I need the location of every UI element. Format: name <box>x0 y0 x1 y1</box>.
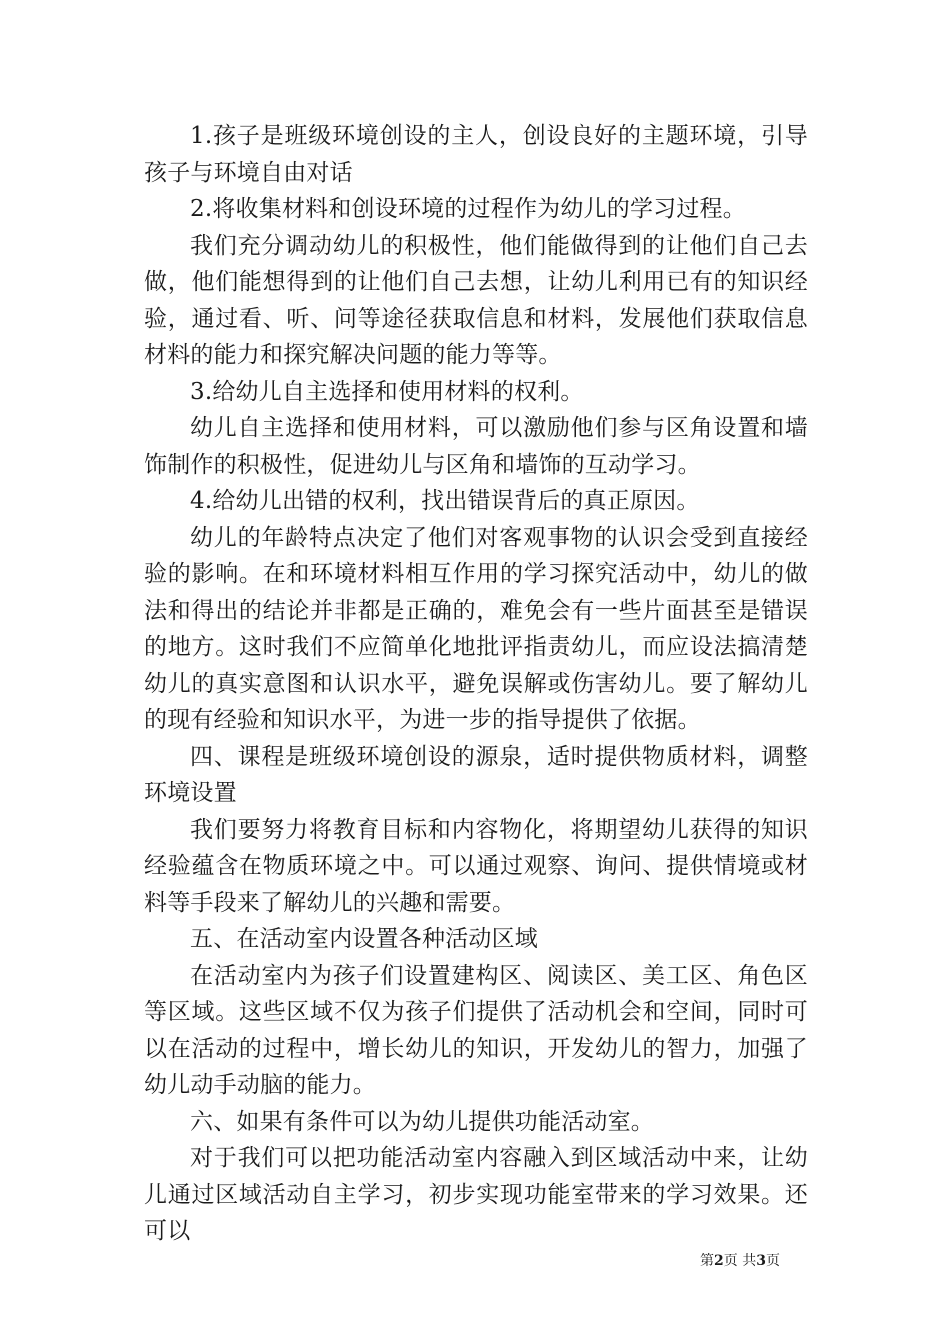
paragraph-11: 在活动室内为孩子们设置建构区、阅读区、美工区、角色区等区域。这些区域不仅为孩子们提供了活动机会和空间，同时可以在活动的过程中，增长幼儿的知识，开发幼儿的智力，加强了幼儿动手动脑的能力。 <box>144 962 808 1098</box>
paragraph-9: 我们要努力将教育目标和内容物化，将期望幼儿获得的知识经验蕴含在物质环境之中。可以通过观察、询问、提供情境或材料等手段来了解幼儿的兴趣和需要。 <box>144 816 808 916</box>
footer-current-page: 2 <box>714 1253 724 1269</box>
paragraph-10: 五、在活动室内设置各种活动区域 <box>190 926 538 952</box>
page-footer <box>700 1250 780 1270</box>
paragraph-5: 幼儿自主选择和使用材料，可以激励他们参与区角设置和墙饰制作的积极性，促进幼儿与区角和墙饰的互动学习。 <box>144 415 808 478</box>
document-body <box>144 118 808 1250</box>
paragraph-8: 四、课程是班级环境创设的源泉，适时提供物质材料，调整环境设置 <box>144 743 808 806</box>
footer-middle: 页 共 <box>723 1253 757 1269</box>
paragraph-3: 我们充分调动幼儿的积极性，他们能做得到的让他们自己去做，他们能想得到的让他们自己去想，让幼儿利用已有的知识经验，通过看、听、问等途径获取信息和材料，发展他们获取信息材料的能力和探究解决问题的能力等等。 <box>144 232 808 368</box>
paragraph-2: 2.将收集材料和创设环境的过程作为幼儿的学习过程。 <box>190 196 746 222</box>
footer-total-pages: 3 <box>756 1253 766 1269</box>
footer-prefix: 第 <box>700 1253 714 1269</box>
paragraph-6: 4.给幼儿出错的权利，找出错误背后的真正原因。 <box>190 488 700 514</box>
paragraph-7: 幼儿的年龄特点决定了他们对客观事物的认识会受到直接经验的影响。在和环境材料相互作用的学习探究活动中，幼儿的做法和得出的结论并非都是正确的，难免会有一些片面甚至是错误的地方。这时我们不应简单化地批评指责幼儿，而应设法搞清楚幼儿的真实意图和认识水平，避免误解或伤害幼儿。要了解幼儿的现有经验和知识水平，为进一步的指导提供了依据。 <box>144 524 808 733</box>
paragraph-4: 3.给幼儿自主选择和使用材料的权利。 <box>190 378 584 405</box>
footer-suffix: 页 <box>765 1253 780 1269</box>
paragraph-12: 六、如果有条件可以为幼儿提供功能活动室。 <box>190 1108 654 1135</box>
paragraph-1: 1.孩子是班级环境创设的主人，创设良好的主题环境，引导孩子与环境自由对话 <box>144 123 808 186</box>
paragraph-13: 对于我们可以把功能活动室内容融入到区域活动中来，让幼儿通过区域活动自主学习，初步实现功能室带来的学习效果。还可以 <box>144 1145 808 1244</box>
